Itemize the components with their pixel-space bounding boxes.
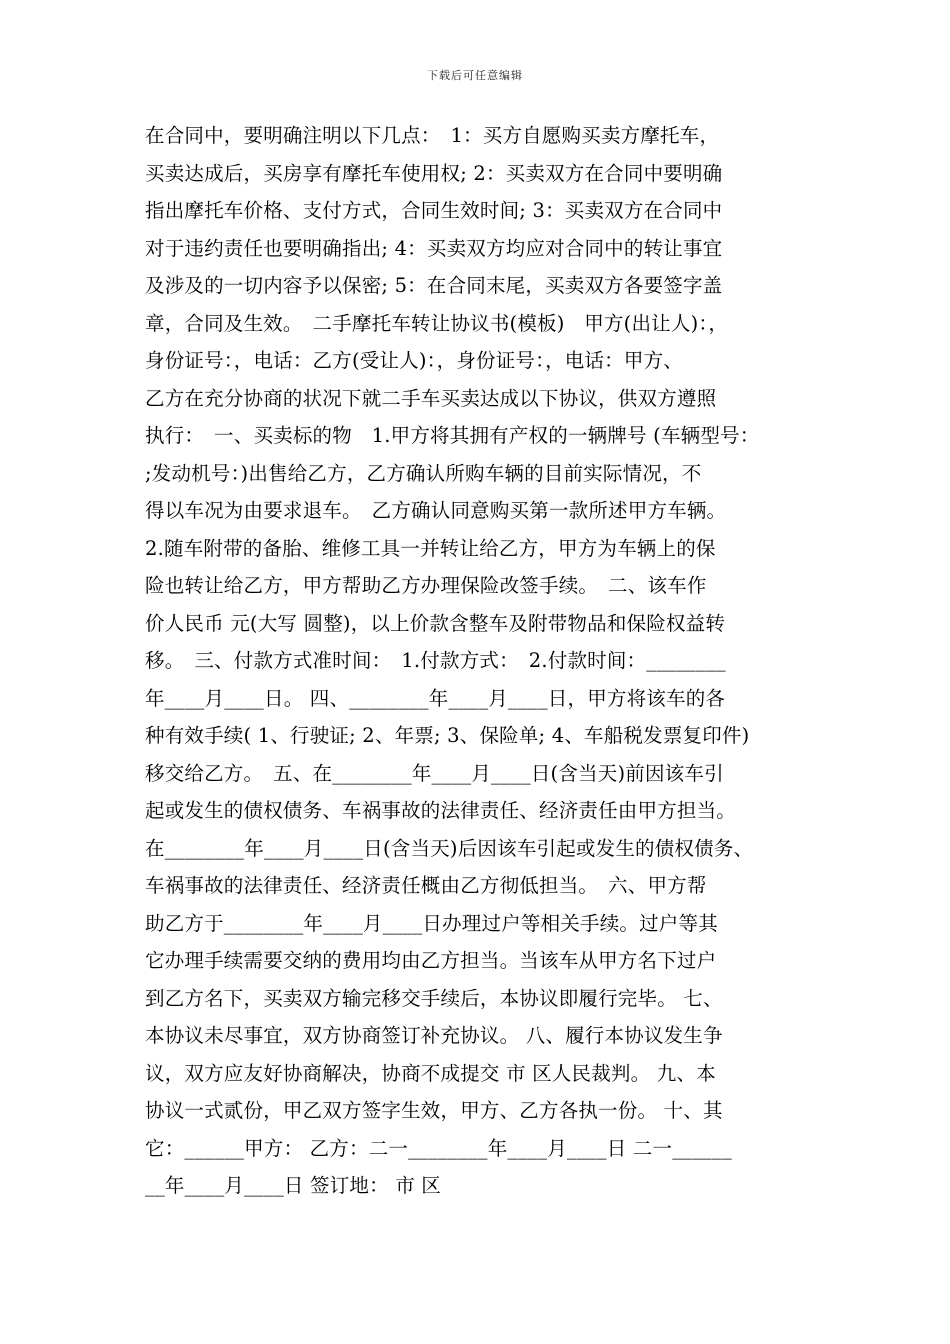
text-line: 协议一式贰份，甲乙双方签字生效，甲方、乙方各执一份。 十、其: [145, 1099, 723, 1122]
text-line: 险也转让给乙方，甲方帮助乙方办理保险改签手续。 二、该车作: [145, 574, 707, 597]
text-line: __年____月____日 签订地： 市 区: [145, 1174, 441, 1197]
text-line: 执行： 一、买卖标的物 1.甲方将其拥有产权的一辆牌号 (车辆型号：: [145, 424, 760, 447]
text-line: 车祸事故的法律责任、经济责任概由乙方彻低担当。 六、甲方帮: [145, 874, 707, 897]
text-line: 买卖达成后，买房享有摩托车使用权; 2：买卖双方在合同中要明确: [145, 161, 723, 185]
text-line: 得以车况为由要求退车。 乙方确认同意购买第一款所述甲方车辆。: [145, 499, 727, 522]
text-line: 价人民币 元(大写 圆整)，以上价款含整车及附带物品和保险权益转: [145, 611, 726, 635]
text-line: 移交给乙方。 五、在________年____月____日(含当天)前因该车引: [145, 761, 724, 785]
text-line: 在________年____月____日(含当天)后因该车引起或发生的债权债务、: [145, 836, 754, 860]
text-line: 助乙方于________年____月____日办理过户等相关手续。过户等其: [145, 911, 718, 935]
text-line: 移。 三、付款方式准时间： 1.付款方式： 2.付款时间：________: [145, 649, 726, 672]
text-line: 议，双方应友好协商解决，协商不成提交 市 区人民裁判。 九、本: [145, 1061, 716, 1085]
text-line: 及涉及的一切内容予以保密; 5：在合同末尾，买卖双方各要签字盖: [145, 274, 723, 297]
text-line: 2.随车附带的备胎、维修工具一并转让给乙方，甲方为车辆上的保: [145, 536, 716, 560]
text-line: 它：______甲方： 乙方：二一________年____月____日 二一______: [145, 1136, 732, 1160]
text-line: 在合同中，要明确注明以下几点： 1：买方自愿购买卖方摩托车，: [145, 124, 720, 147]
text-line: 身份证号：，电话：乙方(受让人)：，身份证号：，电话：甲方、: [145, 349, 683, 372]
text-line: 年____月____日。 四、________年____月____日，甲方将该车的各: [145, 686, 726, 710]
text-line: ;发动机号：)出售给乙方，乙方确认所购车辆的目前实际情况，不: [145, 461, 702, 485]
header-note: 下载后可任意编辑: [427, 69, 523, 82]
text-line: 章，合同及生效。 二手摩托车转让协议书(模板) 甲方(出让人)：，: [145, 311, 729, 335]
text-line: 起或发生的债权债务、车祸事故的法律责任、经济责任由甲方担当。: [145, 799, 737, 822]
text-line: 它办理手续需要交纳的费用均由乙方担当。当该车从甲方名下过户: [145, 949, 717, 972]
text-line: 对于违约责任也要明确指出; 4：买卖双方均应对合同中的转让事宜: [145, 236, 723, 260]
text-line: 乙方在充分协商的状况下就二手车买卖达成以下协议，供双方遵照: [145, 386, 717, 410]
text-line: 到乙方名下，买卖双方输完移交手续后，本协议即履行完毕。 七、: [145, 986, 723, 1010]
text-line: 种有效手续( 1、行驶证; 2、年票; 3、保险单; 4、车船税发票复印件): [145, 724, 750, 747]
text-line: 指出摩托车价格、支付方式，合同生效时间; 3：买卖双方在合同中: [145, 199, 723, 222]
text-line: 本协议未尽事宜，双方协商签订补充协议。 八、履行本协议发生争: [145, 1024, 723, 1047]
document-body: [145, 117, 810, 1205]
